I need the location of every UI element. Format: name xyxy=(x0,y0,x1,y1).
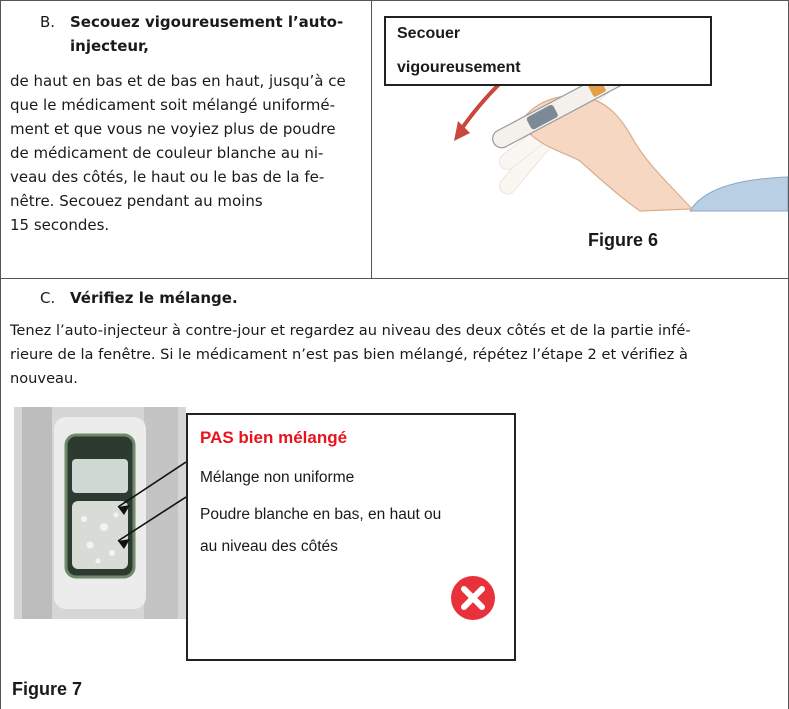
step-c-body-line: Tenez l’auto-injecteur à contre-jour et regardez au niveau des deux côtés et de la partie infé- xyxy=(10,322,691,339)
step-b-body-line: de haut en bas et de bas en haut, jusqu’à ce xyxy=(10,72,346,90)
step-b-body-line: veau des côtés, le haut ou le bas de la fe- xyxy=(10,168,325,186)
step-c-letter: C. xyxy=(40,289,56,307)
error-x-icon xyxy=(450,575,496,621)
figure-7-line1: Mélange non uniforme xyxy=(200,469,355,486)
figure-6-label-line1: Secouer xyxy=(397,25,461,42)
step-b-letter: B. xyxy=(40,13,56,31)
step-b-title-line2: injecteur, xyxy=(70,37,149,55)
arrow-head-bottom xyxy=(454,121,470,141)
step-c-body-line: rieure de la fenêtre. Si le médicament n’est pas bien mélangé, répétez l’étape 2 et vérifiez à xyxy=(10,346,688,363)
step-b-body-line: ment et que vous ne voyiez plus de poudre xyxy=(10,120,336,138)
step-b-title-line1: Secouez vigoureusement l’auto- xyxy=(70,13,344,31)
figure-7-caption: Figure 7 xyxy=(12,679,83,699)
figure-7-heading: PAS bien mélangé xyxy=(200,428,348,447)
figure-7-line3: au niveau des côtés xyxy=(200,538,338,555)
figure-7-line2: Poudre blanche en bas, en haut ou xyxy=(200,506,442,523)
figure-6-caption: Figure 6 xyxy=(588,230,659,250)
table-border-left xyxy=(0,0,1,709)
figure-6-label-line2: vigoureusement xyxy=(397,59,521,76)
figure-7-injector-photo xyxy=(14,407,186,619)
step-b-body-line: nêtre. Secouez pendant au moins xyxy=(10,192,263,210)
step-b-body-line: que le médicament soit mélangé uniformé- xyxy=(10,96,335,114)
table-row-divider xyxy=(0,278,789,279)
step-b-body-line: de médicament de couleur blanche au ni- xyxy=(10,144,324,162)
sleeve-shape xyxy=(690,177,788,211)
step-b-body xyxy=(10,69,370,237)
step-c-body-line: nouveau. xyxy=(10,370,78,387)
step-c-title: Vérifiez le mélange. xyxy=(70,289,238,307)
step-c-body xyxy=(10,319,785,391)
step-b-body-line: 15 secondes. xyxy=(10,216,110,234)
